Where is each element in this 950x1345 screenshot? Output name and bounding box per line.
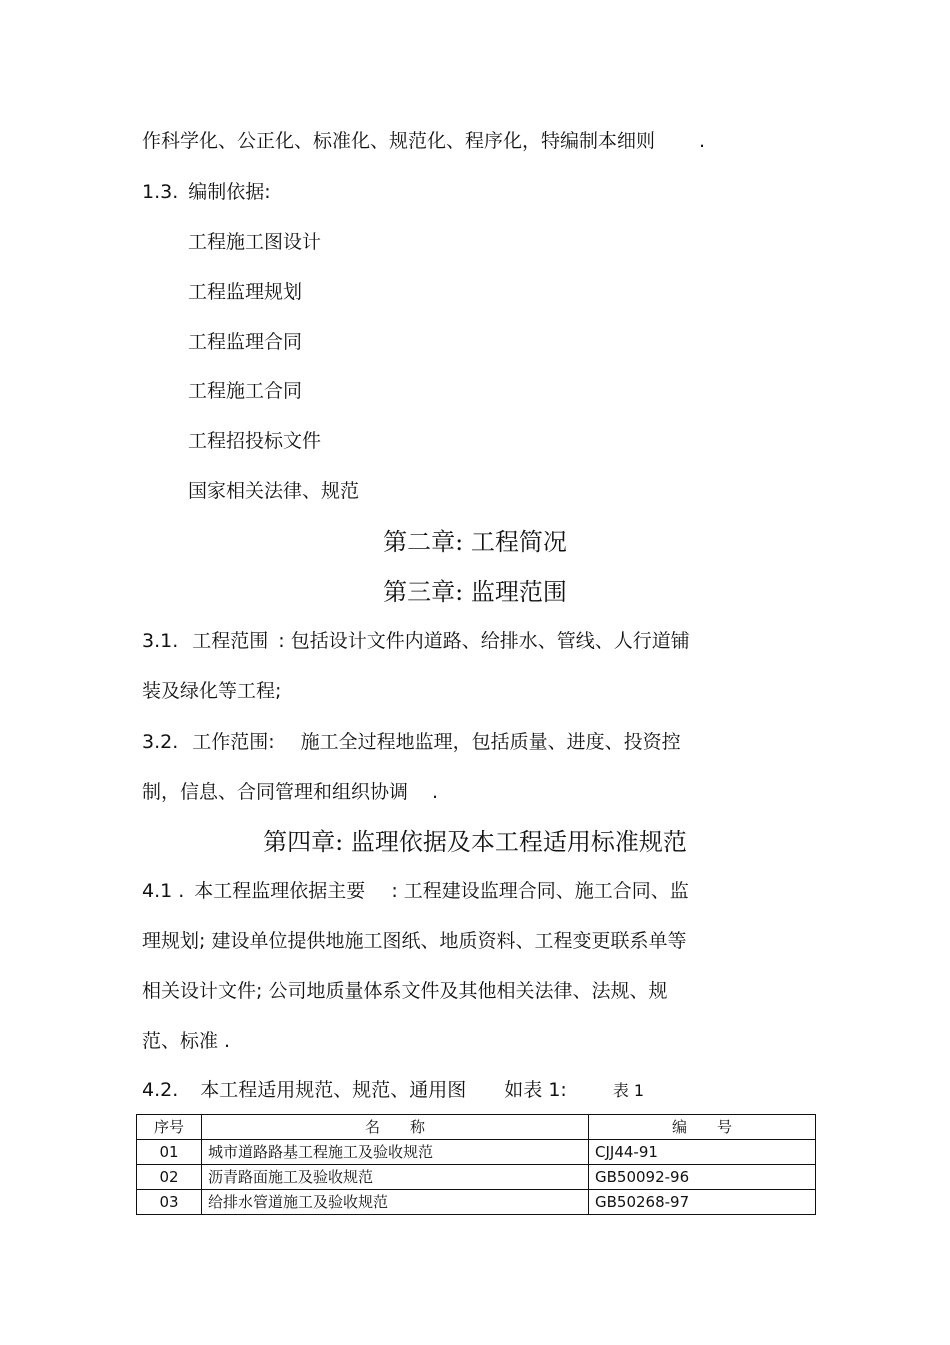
cell-code: CJJ44-91 (589, 1140, 816, 1165)
section-title: 编制依据: (188, 181, 271, 203)
intro-text: 作科学化、公正化、标准化、规范化、程序化，特编制本细则 (142, 130, 656, 152)
cell-name: 城市道路路基工程施工及验收规范 (202, 1140, 589, 1165)
section-4-2 (142, 1077, 644, 1104)
section-3-2-continued (142, 779, 438, 805)
table-row (137, 1190, 816, 1215)
header-serial: 序号 (137, 1115, 202, 1140)
basis-item: 工程监理合同 (188, 331, 303, 353)
chapter-2-heading: 第二章: 工程简况 (383, 528, 567, 556)
basis-item: 工程施工图设计 (188, 231, 322, 253)
cell-code: GB50092-96 (589, 1165, 816, 1190)
section-4-1-continued: 范、标准 . (142, 1030, 231, 1052)
section-number: 4.2. (142, 1079, 179, 1101)
section-label: 工程范围 (192, 630, 269, 652)
section-text: 制，信息、合同管理和组织协调 (142, 781, 409, 803)
section-3-1 (142, 628, 690, 654)
section-number: 3.2. (142, 731, 179, 753)
paragraph-intro-end (142, 128, 705, 154)
table-reference: 如表 1: (504, 1079, 567, 1101)
cell-serial: 01 (137, 1140, 202, 1165)
table-caption: 表 1 (612, 1081, 645, 1100)
section-4-1 (142, 878, 689, 904)
section-text: : 包括设计文件内道路、给排水、管线、人行道铺 (278, 630, 690, 652)
section-4-1-continued: 理规划; 建设单位提供地施工图纸、地质资料、工程变更联系单等 (142, 930, 687, 952)
cell-code: GB50268-97 (589, 1190, 816, 1215)
section-label: 工作范围: (192, 731, 275, 753)
cell-name: 沥青路面施工及验收规范 (202, 1165, 589, 1190)
section-text: : 工程建设监理合同、施工合同、监 (391, 880, 689, 902)
chapter-3-heading: 第三章: 监理范围 (383, 578, 567, 606)
table-row (137, 1165, 816, 1190)
standards-table (136, 1114, 816, 1215)
section-number: 1.3. (142, 181, 179, 203)
cell-serial: 03 (137, 1190, 202, 1215)
basis-item: 工程招投标文件 (188, 430, 322, 452)
section-label: 本工程适用规范、规范、通用图 (200, 1079, 467, 1101)
header-code: 编 号 (589, 1115, 816, 1140)
cell-serial: 02 (137, 1165, 202, 1190)
basis-item: 工程监理规划 (188, 281, 303, 303)
section-3-1-continued: 装及绿化等工程; (142, 680, 282, 702)
section-number: 4.1 . (142, 880, 185, 902)
cell-name: 给排水管道施工及验收规范 (202, 1190, 589, 1215)
section-number: 3.1. (142, 630, 179, 652)
section-3-2 (142, 729, 681, 755)
section-period: . (432, 781, 439, 803)
header-name: 名 称 (202, 1115, 589, 1140)
section-4-1-continued: 相关设计文件; 公司地质量体系文件及其他相关法律、法规、规 (142, 980, 668, 1002)
section-label: 本工程监理依据主要 (194, 880, 366, 902)
section-1-3-heading (142, 179, 271, 205)
intro-period: . (699, 130, 706, 152)
table-row (137, 1140, 816, 1165)
basis-item: 国家相关法律、规范 (188, 480, 360, 502)
basis-item: 工程施工合同 (188, 380, 303, 402)
table-header-row (137, 1115, 816, 1140)
chapter-4-heading: 第四章: 监理依据及本工程适用标准规范 (263, 828, 687, 856)
section-text: 施工全过程地监理，包括质量、进度、投资控 (300, 731, 681, 753)
